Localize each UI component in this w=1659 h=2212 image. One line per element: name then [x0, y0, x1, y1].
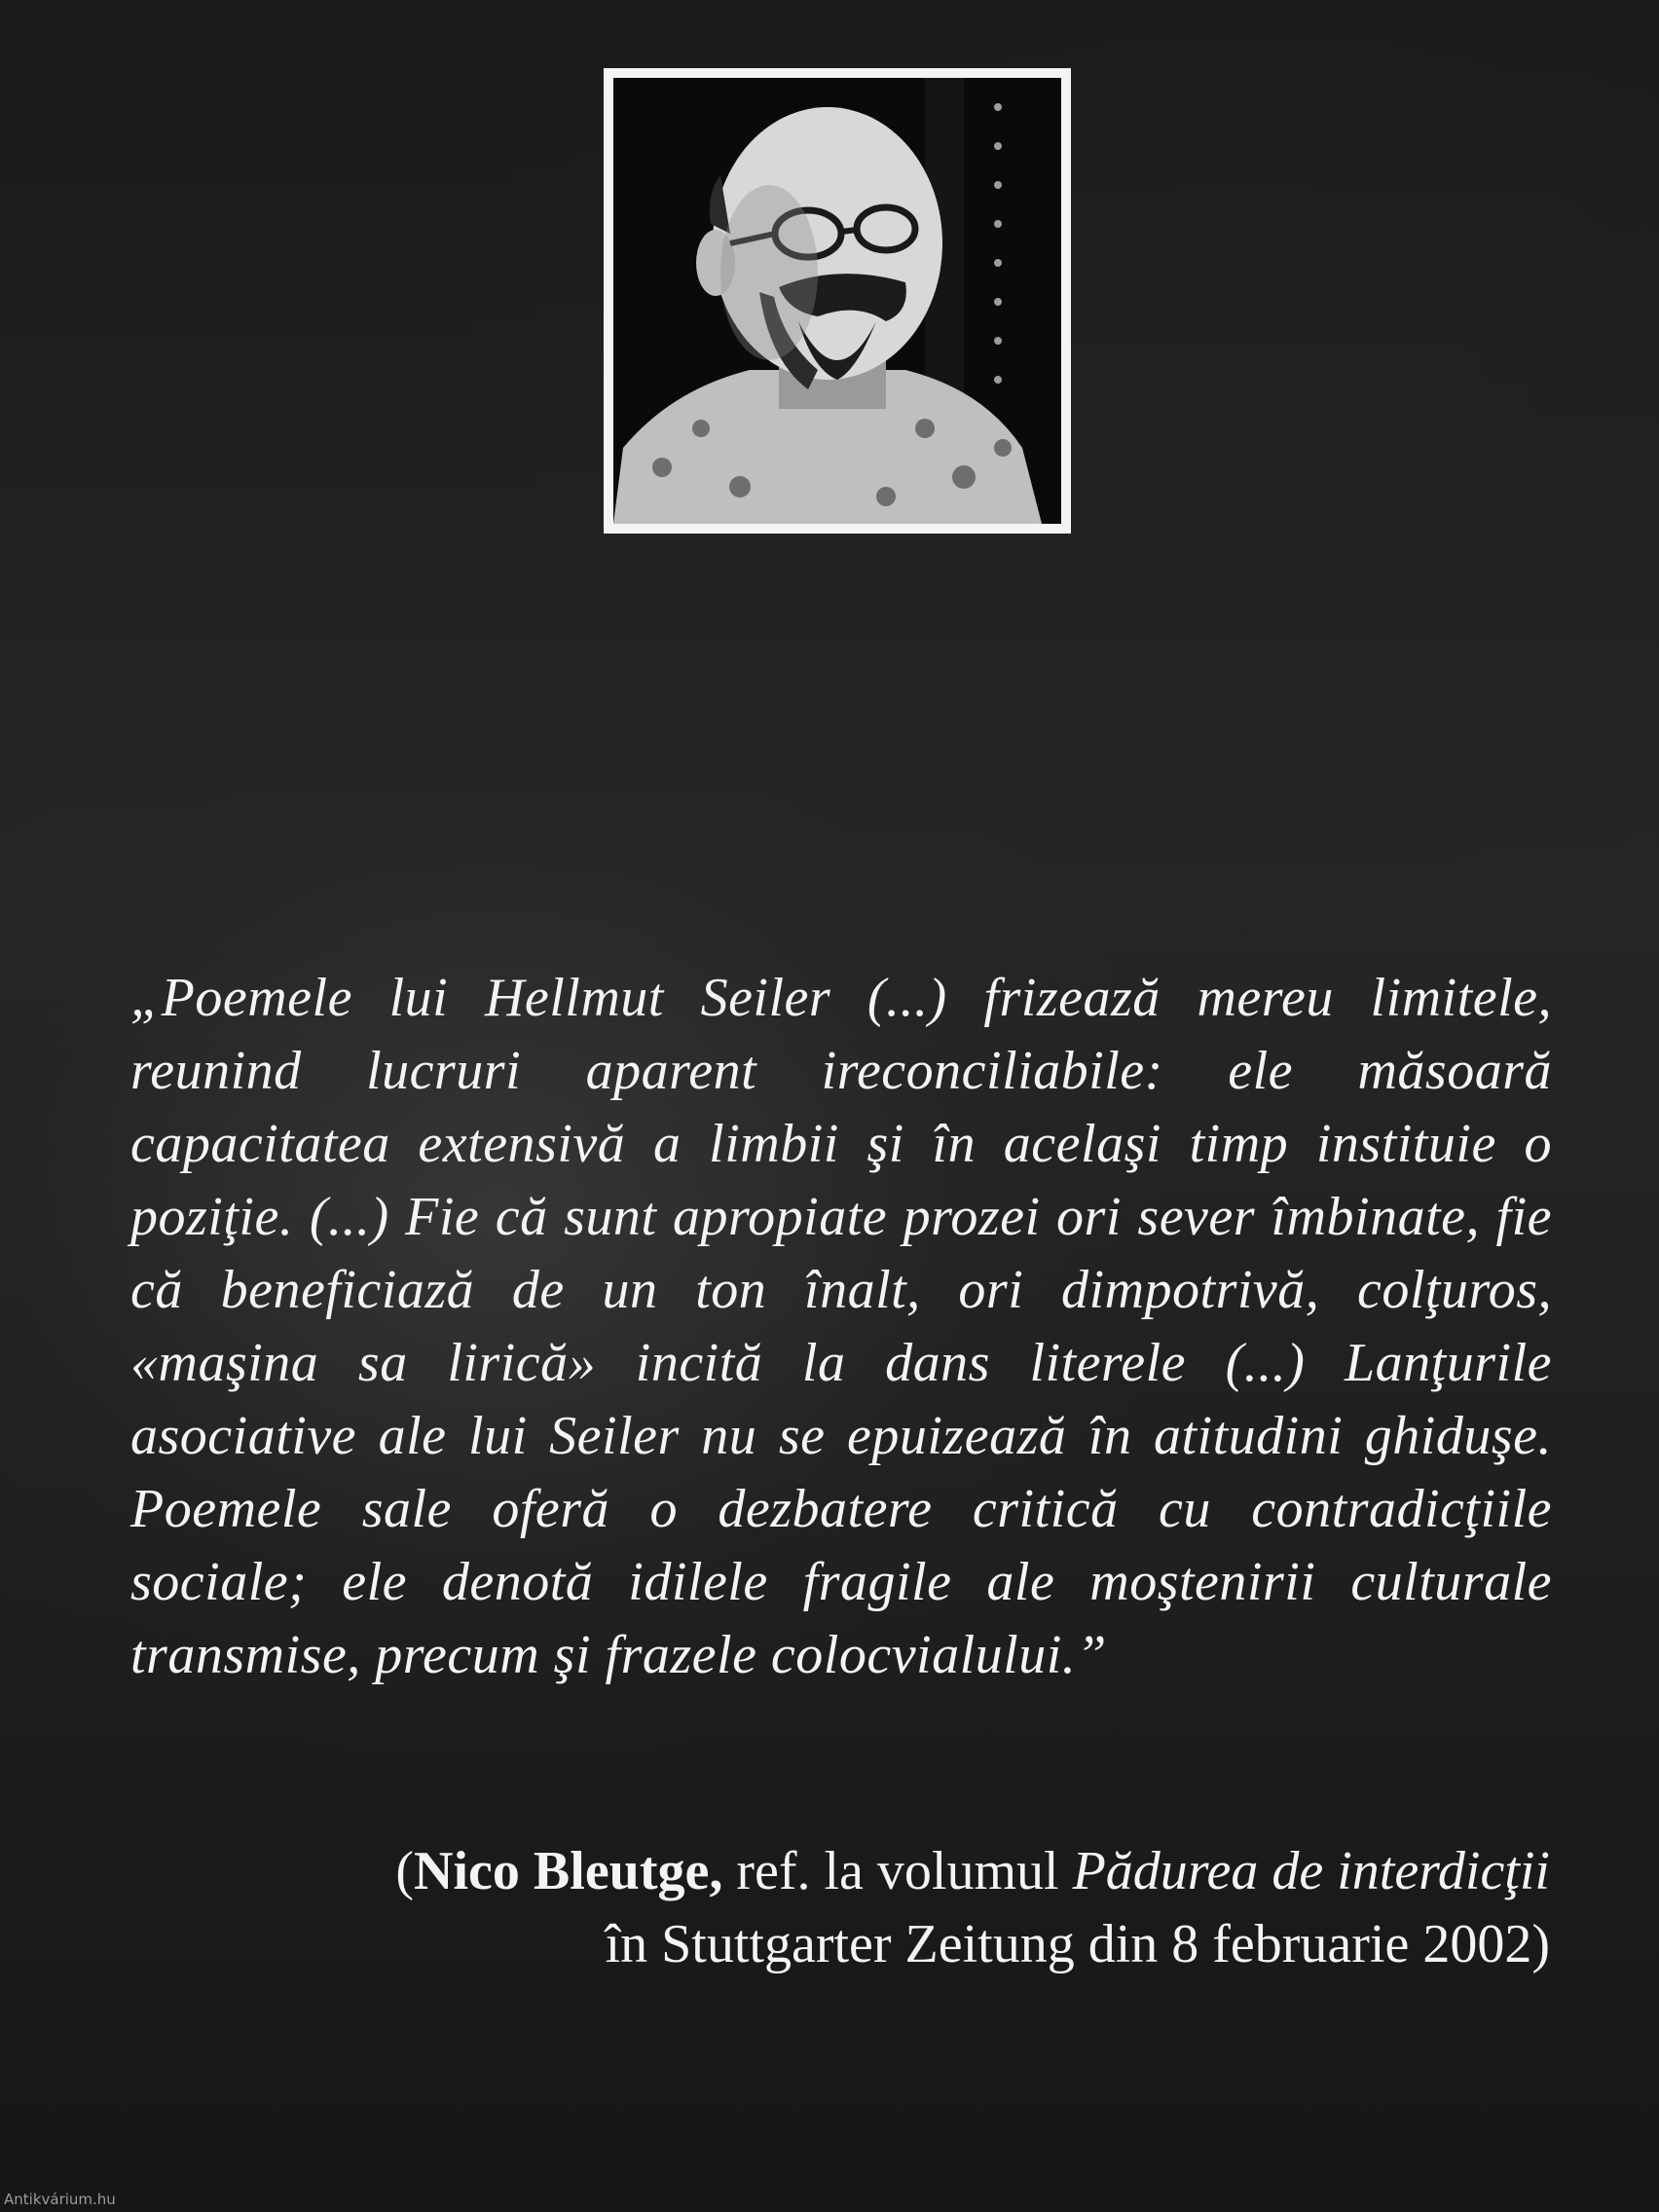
- author-photo: [613, 78, 1061, 524]
- author-portrait-image: [613, 78, 1061, 524]
- citation-open: (: [395, 1841, 415, 1901]
- quote-text: „Poemele lui Hellmut Seiler (...) frizează mereu limitele, reunind lucruri aparent ireconciliabile: ele măsoară capacitatea extensivă a limbii şi în acelaşi timp instituie o poziţie. (...) Fie că sunt apropiate prozei ori sever îmbinate, fie că beneficiază de un ton înalt, ori dimpotrivă, colţuros, «maşina sa lirică» incită la dans literele (...) Lanţurile asociative ale lui Seiler nu se epuizează în atitudini ghiduşe. Poemele sale oferă o dezbatere critică cu contradicţiile sociale; ele denotă idilele fragile ale moştenirii culturale transmise, precum şi frazele colocvialului.”: [130, 968, 1552, 1685]
- citation-source: în Stuttgarter Zeitung din 8 februarie 2002): [605, 1914, 1550, 1974]
- citation-ref: ref. la volumul: [722, 1841, 1073, 1901]
- watermark: Antikvárium.hu: [4, 2191, 116, 2208]
- citation-book-title: Pădurea de interdicţii: [1072, 1841, 1550, 1901]
- citation-author: Nico Bleutge,: [414, 1841, 723, 1901]
- author-photo-frame: [604, 68, 1071, 534]
- citation: [129, 1835, 1550, 1981]
